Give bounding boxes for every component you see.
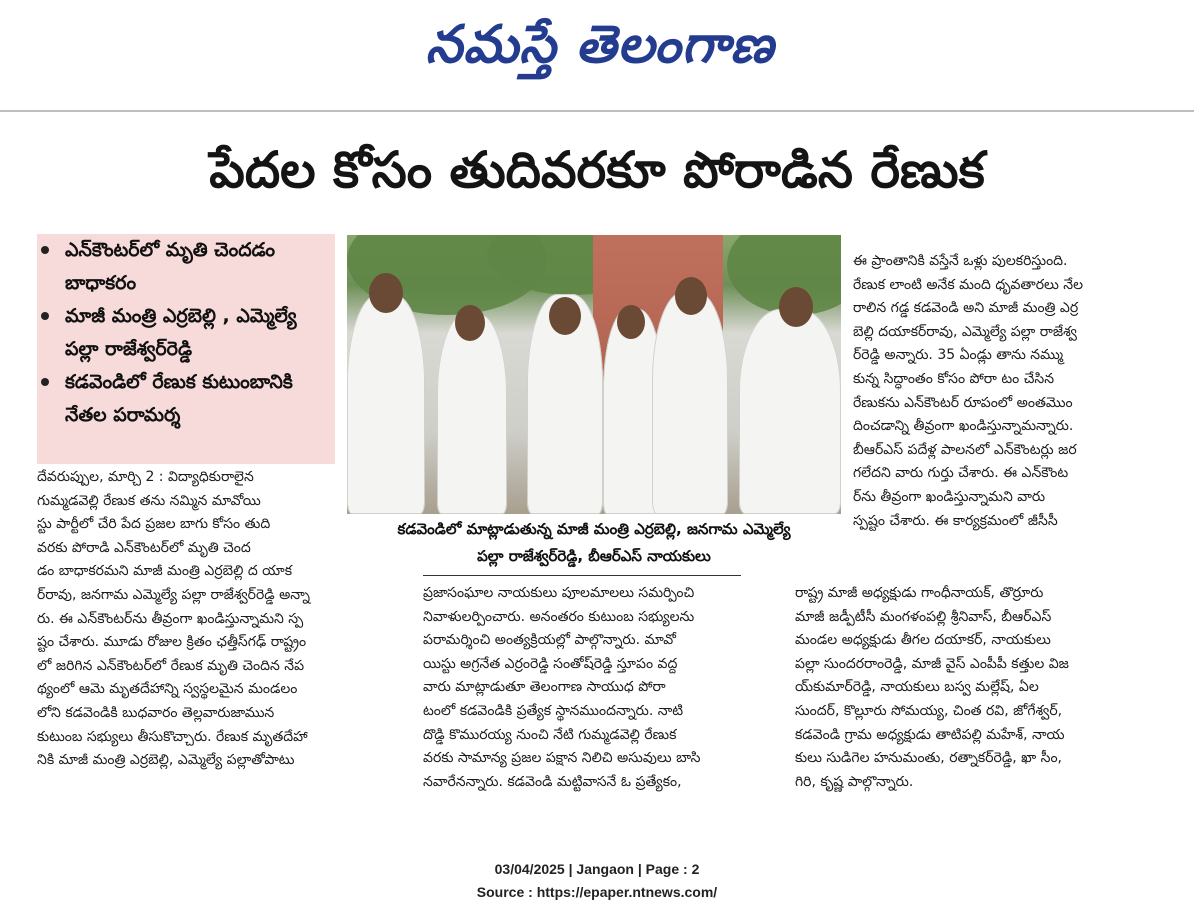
caption-line: కడవెండిలో మాట్లాడుతున్న మాజీ మంత్రి ఎర్రబెల్లి, జనగామ ఎమ్మెల్యే [397,520,791,538]
text-line: టంలో కడవెండికి ప్రత్యేక స్థానముందన్నారు. నాటి [423,702,684,719]
article-column-3-bottom [795,582,1153,794]
footer-source-link[interactable]: Source : https://epaper.ntnews.com/ [476,884,718,900]
text-line: ప్రజాసంఘాల నాయకులు పూలమాలలు సమర్పించి [423,585,695,601]
photo-caption [347,516,841,570]
text-line: రేణుక లాంటి అనేక మంది ధృవతారలు నేల [853,276,1083,293]
highlight-item: మాజీ మంత్రి ఎర్రబెల్లి , ఎమ్మెల్యే పల్లా రాజేశ్వర్‌రెడ్డి [37,300,335,366]
caption-line: పల్లా రాజేశ్వర్‌రెడ్డి, బీఆర్‌ఎస్ నాయకులు [477,547,711,565]
text-line: రేణుకను ఎన్‌కౌంటర్ రూపంలో అంతమొం [853,394,1073,411]
bullet-icon [41,312,49,320]
masthead-divider [0,110,1194,112]
text-line: యిస్టు అగ్రనేత ఎర్రంరెడ్డి సంతోష్‌రెడ్డి స్తూపం వద్ద [423,655,678,672]
page-footer [0,858,1194,904]
text-line: కులు సుడిగెల హనుమంతు, రత్నాకర్‌రెడ్డి, ఖా సీం, [795,750,1062,767]
text-line: నికి మాజీ మంత్రి ఎర్రబెల్లి, ఎమ్మెల్యే పల్లాతోపాటు [37,752,295,769]
text-line: పల్లా సుందరరాంరెడ్డి, మాజీ వైస్ ఎంపీపీ కత్తుల విజ [795,655,1069,672]
text-line: పరామర్శించి అంత్యక్రియల్లో పాల్గొన్నారు. మావో [423,632,676,649]
text-line: కుటుంబ సభ్యులు తీసుకొచ్చారు. రేణుక మృతదేహా [37,728,308,745]
text-line: కడవెండి గ్రామ అధ్యక్షుడు తాటిపల్లి మహేశ్, నాయ [795,726,1065,743]
bullet-icon [41,246,49,254]
article-column-2 [423,582,771,794]
text-line: దేవరుప్పుల, మార్చి 2 : విద్యాధికురాలైన [37,469,254,485]
text-line: ష్టం చేశారు. మూడు రోజుల క్రితం ఛత్తీస్‌గఢ్ రాష్ట్రం [37,634,307,651]
text-line: వరకు సామాన్య ప్రజల పక్షాన నిలిచి అసువులు బాసి [423,750,701,767]
text-line: గుమ్మడవెల్లి రేణుక తను నమ్మిన మావోయి [37,492,261,509]
newspaper-logo: నమస్తే తెలంగాణ [425,14,775,75]
text-line: సుందర్, కొల్లూరు సోమయ్య, చింత రవి, జోగేశ్వర్, [795,702,1063,719]
footer-date-line: 03/04/2025 | Jangaon | Page : 2 [494,861,700,877]
highlights-box [37,234,335,464]
text-line: గిరి, కృష్ణ పాల్గొన్నారు. [795,773,914,790]
text-line: లో జరిగిన ఎన్‌కౌంటర్‌లో రేణుక మృతి చెందిన నేప [37,657,305,674]
text-line: వారు మాట్లాడుతూ తెలంగాణ సాయుధ పోరా [423,679,666,696]
text-line: ఈ ప్రాంతానికి వస్తేనే ఒళ్లు పులకరిస్తుంది. [853,253,1068,269]
text-line: స్టు పార్టీలో చేరి పేద ప్రజల బాగు కోసం తుది [37,516,271,533]
text-line: నవారేనన్నారు. కడవెండి మట్టివాసనే ఓ ప్రత్యేకం, [423,773,682,790]
text-line: లోని కడవెండికి బుధవారం తెల్లవారుజామున [37,704,275,721]
text-line: రాలిన గడ్డ కడవెండి అని మాజీ మంత్రి ఎర్ర [853,300,1079,317]
text-line: బీఆర్‌ఎస్ పదేళ్ల పాలనలో ఎన్‌కౌంటర్లు జర [853,441,1077,458]
text-line: దించడాన్ని తీవ్రంగా ఖండిస్తున్నామన్నారు. [853,418,1074,435]
highlight-item: ఎన్‌కౌంటర్‌లో మృతి చెందడం బాధాకరం [37,234,335,300]
text-line: ర్‌ను తీవ్రంగా ఖండిస్తున్నామని వారు [853,488,1046,505]
highlight-item: కడవెండిలో రేణుక కుటుంబానికి నేతల పరామర్శ [37,366,335,432]
text-line: స్పష్టం చేశారు. ఈ కార్యక్రమంలో జీసీసీ [853,512,1058,529]
text-line: మాజీ జడ్పీటీసీ మంగళంపల్లి శ్రీనివాస్, బీఆర్‌ఎస్ [795,608,1052,625]
text-line: య్‌కుమార్‌రెడ్డి, నాయకులు బస్వ మల్లేష్, ఏల [795,679,1039,696]
text-line: బెల్లి దయాకర్‌రావు, ఎమ్మెల్యే పల్లా రాజేశ్వ [853,323,1077,340]
bullet-icon [41,378,49,386]
text-line: ర్‌రావు, జనగామ ఎమ్మెల్యే పల్లా రాజేశ్వర్‌రెడ్డి అన్నా [37,586,310,603]
text-line: కున్న సిద్ధాంతం కోసం పోరా టం చేసిన [853,370,1055,387]
article-headline: పేదల కోసం తుదివరకూ పోరాడిన రేణుక [209,141,985,199]
text-line: రాష్ట్ర మాజీ అధ్యక్షుడు గాంధీనాయక్, తొర్రూరు [795,585,1044,601]
text-line: డం బాధాకరమని మాజీ మంత్రి ఎర్రబెల్లి ద యాక [37,563,293,580]
text-line: థ్యంలో ఆమె మృతదేహాన్ని స్వస్థలమైన మండలం [37,681,298,698]
news-photo [347,235,841,514]
article-column-1 [37,466,335,773]
article-column-3-top [853,250,1153,533]
caption-divider [423,575,741,576]
masthead [0,0,1194,110]
text-line: ర్‌రెడ్డి అన్నారు. 35 ఏండ్లు తాను నమ్ము [853,347,1064,364]
text-line: మండల అధ్యక్షుడు తీగల దయాకర్, నాయకులు [795,632,1051,649]
text-line: రు. ఈ ఎన్‌కౌంటర్‌ను తీవ్రంగా ఖండిస్తున్నామని స్ప [37,610,304,627]
text-line: దొడ్డి కొమురయ్య నుంచి నేటి గుమ్మడవెల్లి రేణుక [423,726,677,743]
text-line: గలేదని వారు గుర్తు చేశారు. ఈ ఎన్‌కౌంట [853,465,1069,482]
text-line: నివాళులర్పించారు. అనంతరం కుటుంబ సభ్యులను [423,608,695,625]
text-line: వరకు పోరాడి ఎన్‌కౌంటర్‌లో మృతి చెంద [37,539,251,556]
